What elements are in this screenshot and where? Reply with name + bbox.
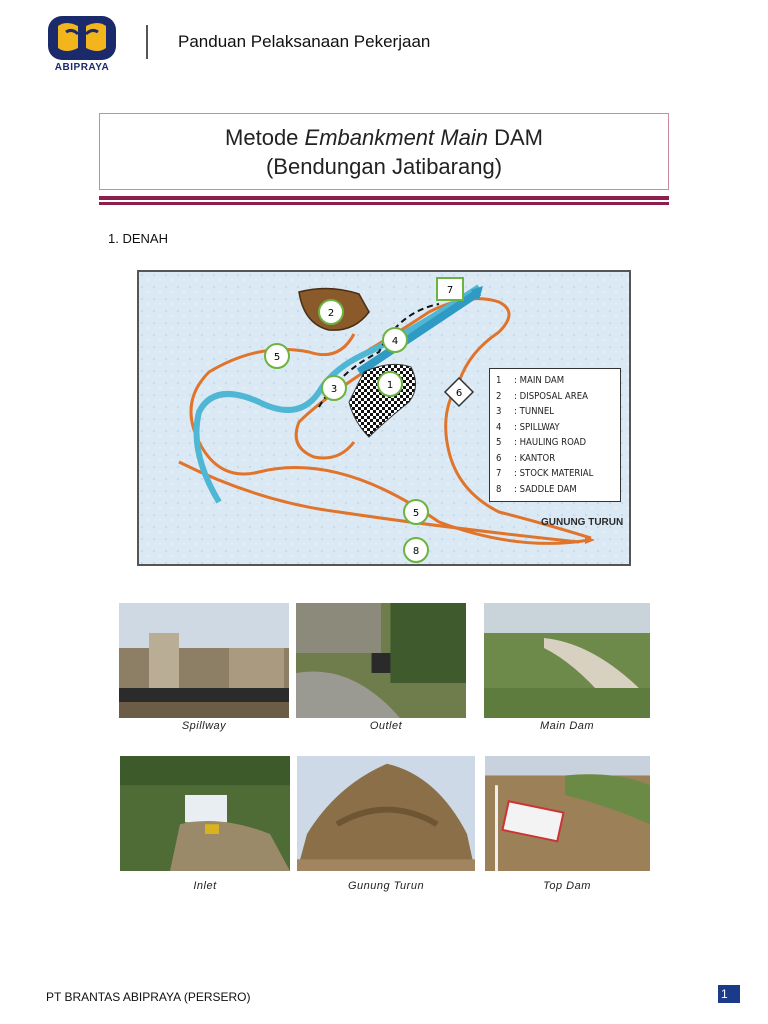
marker-4 [383,328,407,352]
title-rule-top [99,196,669,200]
logo-emblem-icon [44,14,120,64]
caption-spillway: Spillway [181,720,227,732]
marker-7 [437,278,463,300]
photo-top-dam [485,756,650,871]
title-suffix: DAM [487,125,543,150]
caption-top-dam: Top Dam [543,880,591,892]
marker-1 [378,372,402,396]
legend-row: 4 : SPILLWAY [496,421,560,433]
photo-gunung-turun [297,756,475,871]
caption-main-dam: Main Dam [539,720,595,732]
svg-text:4: 4 [391,336,399,347]
marker-3 [322,376,346,400]
legend-row: 7 : STOCK MATERIAL [496,468,594,479]
legend-row: 8 : SADDLE DAM [496,483,577,495]
header-title: Panduan Pelaksanaan Pekerjaan [178,32,431,51]
caption-inlet: Inlet [193,880,217,892]
title-line-2: (Bendungan Jatibarang) [265,154,503,179]
document-title-box [99,113,669,190]
caption-gunung-turun: Gunung Turun [347,880,425,892]
title-rule-bottom [99,202,669,205]
photo-outlet [296,603,466,718]
map-place-label: GUNUNG TURUN [541,517,624,528]
marker-8 [404,538,428,562]
svg-text:6: 6 [455,388,463,399]
title-italic: Embankment Main [304,125,488,150]
caption-outlet: Outlet [369,720,403,732]
section-heading: 1. DENAH [108,231,168,246]
map-legend [489,368,621,502]
svg-text:8: 8 [412,546,420,557]
legend-row: 2 : DISPOSAL AREA [496,390,588,402]
svg-text:5: 5 [273,352,281,363]
page-number: 1 [718,985,740,1003]
legend-row: 3 : TUNNEL [496,406,555,417]
footer-company: PT BRANTAS ABIPRAYA (PERSERO) [46,990,251,1004]
site-plan-map [137,270,631,566]
svg-text:7: 7 [446,285,454,296]
marker-5-west [265,344,289,368]
photo-main-dam [484,603,650,718]
svg-text:2: 2 [327,308,335,319]
legend-row: 5 : HAULING ROAD [496,437,587,448]
photo-spillway [119,603,289,718]
legend-row: 6 : KANTOR [496,452,556,464]
svg-text:1: 1 [386,380,394,391]
photo-inlet [120,756,290,871]
title-prefix: Metode [225,125,305,150]
marker-2 [319,300,343,324]
legend-row: 1 : MAIN DAM [496,375,565,386]
header-divider [146,25,148,59]
logo-text: ABIPRAYA [54,62,110,73]
marker-5-south [404,500,428,524]
title-line-1 [100,124,668,152]
svg-text:3: 3 [330,384,338,395]
svg-text:5: 5 [412,508,420,519]
